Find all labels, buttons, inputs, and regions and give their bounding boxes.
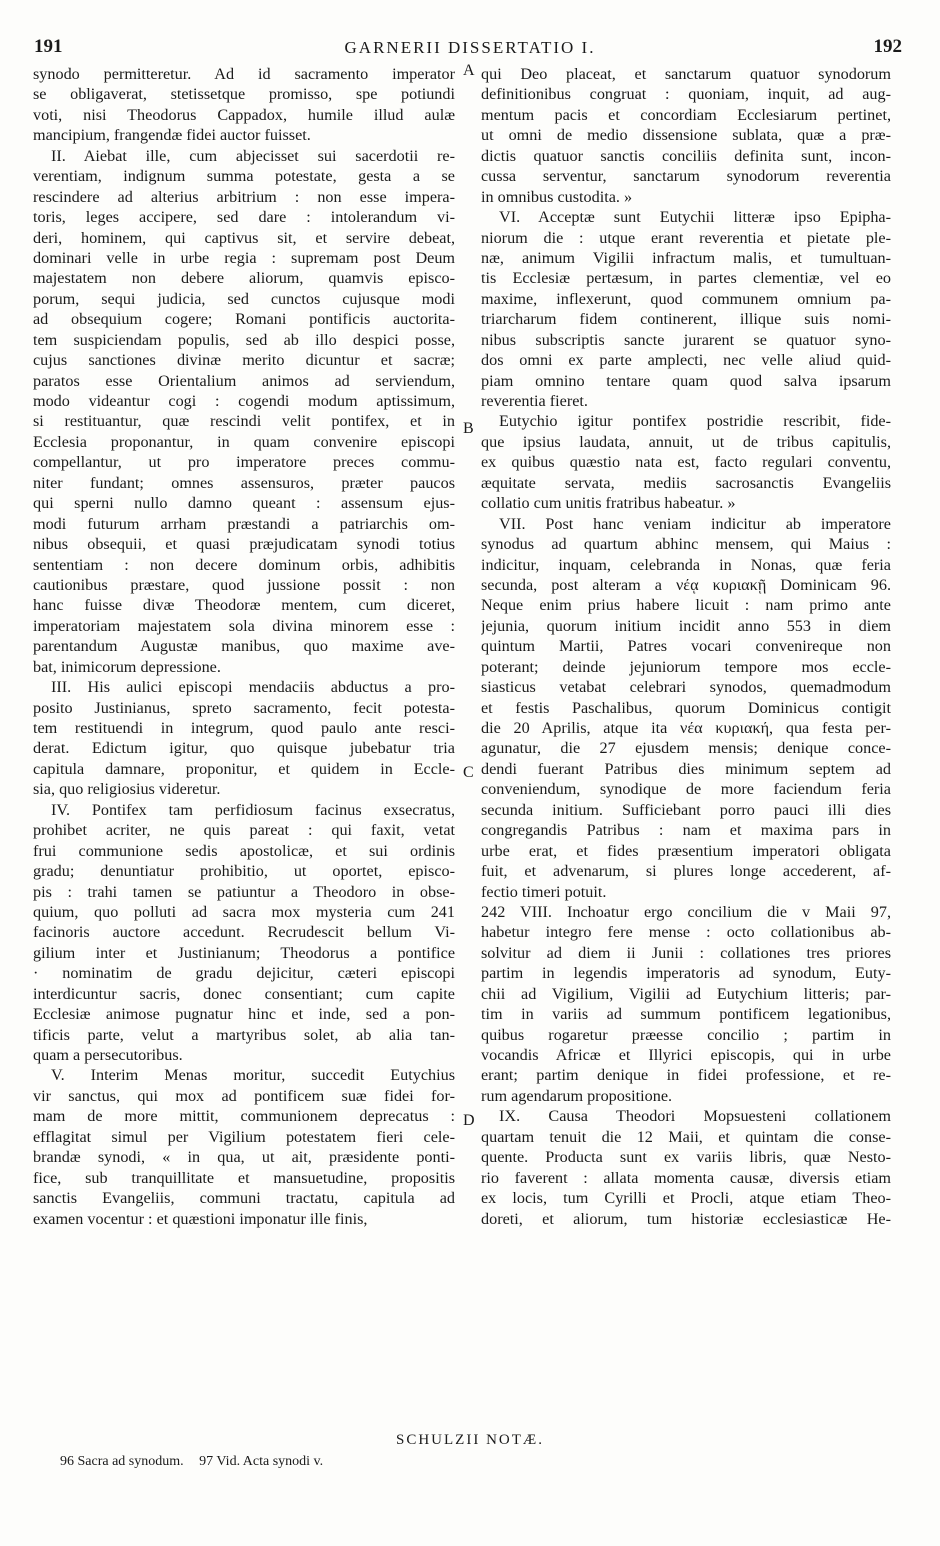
- text-line: piam omnino tentare quam quod salva ipsarum: [481, 371, 891, 390]
- text-line: ad obsequium cogere; Romani pontificis auctorita-: [33, 310, 455, 329]
- text-line: nibus obsequii, et quasi præjudicatam synodi totius: [33, 535, 455, 554]
- margin-marker-d: D: [463, 1112, 475, 1129]
- text-line: · nominatim de gradu dejicitur, cæteri episcopi: [33, 964, 455, 983]
- text-line: verentiam, indignum summa potestate, gesta a se: [33, 167, 455, 186]
- text-line: capitula damnare, proponitur, et quidem in Eccle-: [33, 759, 455, 778]
- text-line: et festis Paschalibus, quorum Dominicus contigit: [481, 698, 891, 717]
- text-line: nibus subscriptis sancte jurarent se quatuor syno-: [481, 330, 891, 349]
- margin-marker-b: B: [463, 420, 474, 437]
- text-line: paratos esse Orientalium animos ad serviendum,: [33, 371, 455, 390]
- text-line: jejunia, quorum initium incidit anno 553 in diem: [481, 616, 891, 635]
- text-line: dictis quatuor sanctis conciliis definita sunt, incon-: [481, 146, 891, 165]
- text-line: tificis parte, velut a martyribus solet, ab alia tan-: [33, 1025, 455, 1044]
- footnotes: [60, 1454, 335, 1470]
- text-line: quartam tenuit die 12 Maii, et quintam die conse-: [481, 1127, 891, 1146]
- text-line: tim in variis ad summum pontificem legationibus,: [481, 1005, 891, 1024]
- notes-title: SCHULZII NOTÆ.: [396, 1432, 544, 1448]
- text-line: mancipium, frangendæ fidei auctor fuisset.: [33, 126, 311, 145]
- text-line: frui communione sedis apostolicæ, et sui ordinis: [33, 841, 455, 860]
- text-line: IV. Pontifex tam perfidiosum facinus exsecratus,: [51, 800, 455, 819]
- text-line: triarcharum fidem continerent, illique suis nomi-: [481, 310, 891, 329]
- text-line: ex quibus quæstio nata est, facto regulari conventu,: [481, 453, 891, 472]
- text-line: mam de more mittit, communionem deprecatus :: [33, 1107, 455, 1126]
- text-line: ut omni de medio dissensione sublata, quæ a præ-: [481, 126, 891, 145]
- text-line: qui Deo placeat, et sanctarum quatuor synodorum: [481, 65, 891, 83]
- margin-marker-c: C: [463, 764, 474, 781]
- text-line: æquitate servata, mediis sacrosanctis Evangeliis: [481, 473, 891, 492]
- text-line: se obligaverat, stetissetque promisso, spe potiundi: [33, 85, 455, 104]
- text-line: bat, inimicorum depressione.: [33, 657, 221, 676]
- footnote: 97 Vid. Acta synodi v.: [199, 1454, 324, 1469]
- text-line: dominari velle in urbe regia : supremam post Deum: [33, 248, 455, 267]
- text-line: sanctis Evangeliis, communi tractatu, capitula ad: [33, 1189, 455, 1208]
- text-line: agunatur, die 27 ejusdem mensis; denique conce-: [481, 739, 891, 758]
- text-line: secunda, post alteram a νέᾳ κυριακῇ Dominicam 96.: [481, 575, 891, 594]
- footnote: 96 Sacra ad synodum.: [60, 1454, 184, 1469]
- text-line: definitionibus congruat : quoniam, inquit, ad aug-: [481, 85, 891, 104]
- text-line: conveniendum, synodique de more faciendum feria: [481, 780, 891, 799]
- text-line: quintum Martii, Patres vocari convenireque non: [481, 637, 891, 656]
- text-line: dos omni ex parte amplecti, nec velle aliud quid-: [481, 351, 891, 370]
- text-line: brandæ synodi, « in qua, ut ait, præsidente ponti-: [33, 1148, 455, 1167]
- text-line: cujus sanctiones divinæ merito dicuntur et sacræ;: [33, 351, 455, 370]
- text-line: examen vocentur : et quæstioni imponatur ille finis,: [33, 1209, 368, 1228]
- text-line: majestatem non debere aliorum, quamvis episco-: [33, 269, 455, 288]
- text-line: vir sanctus, qui mox ad pontificem suæ fidei for-: [33, 1086, 455, 1105]
- text-line: II. Aiebat ille, cum abjecisset sui sacerdotii re-: [51, 146, 455, 165]
- text-line: VI. Acceptæ sunt Eutychii litteræ ipso Epipha-: [499, 208, 891, 227]
- text-line: sia, quo religiosius videretur.: [33, 780, 221, 799]
- text-line: deri, hominem, qui captivus sit, et servire debeat,: [33, 228, 455, 247]
- text-line: urbe erat, et fides præsentium imperatori obligata: [481, 841, 891, 860]
- text-line: quente. Producta sunt ex variis libris, quæ Nesto-: [481, 1148, 891, 1167]
- text-line: cussa serventur, sanctarum synodorum reverentia: [481, 167, 891, 186]
- text-line: quium, quo polluti ad sacra mox mysteria cum 241: [33, 902, 455, 921]
- text-line: si restituantur, quæ rescindi velit pontifex, et in: [33, 412, 455, 431]
- text-line: imperatoriam majestatem sola divina minorem esse :: [33, 616, 455, 635]
- text-line: siasticus vetabat celebrari synodos, quemadmodum: [481, 678, 891, 697]
- text-line: reverentia fieret.: [481, 392, 588, 410]
- text-line: die 20 Aprilis, atque ita νέα κυριακή, qua festa per-: [481, 719, 891, 737]
- text-line: doreti, et aliorum, tum historiæ ecclesiasticæ He-: [481, 1209, 891, 1228]
- text-line: rescindere ad alterius arbitrium : non esse impera-: [33, 187, 455, 206]
- text-line: modo videantur cogi : cogendi modum aptissimum,: [33, 392, 455, 410]
- text-line: vocandis Africæ et Illyrici episcopis, qui in urbe: [481, 1046, 891, 1064]
- text-line: fectio timeri potuit.: [481, 882, 607, 901]
- text-line: pis : trahi tamen se patiuntur a Theodoro in obse-: [33, 882, 455, 901]
- text-line: erant; partim denique in fidei professione, et re-: [481, 1066, 891, 1085]
- text-line: indicitur, inquam, celebranda in Nonas, quæ feria: [481, 555, 891, 574]
- text-line: compellantur, ut pro imperatore preces commu-: [33, 453, 455, 472]
- text-line: mentum pacis et concordiam Ecclesiarum pertinet,: [481, 105, 891, 124]
- page-number-right: 192: [873, 36, 902, 57]
- text-line: congregandis Patribus : nam et maxima pars in: [481, 821, 891, 840]
- text-line: in omnibus custodita. »: [481, 187, 633, 206]
- text-line: tem restituendi in integrum, quod paulo ante resci-: [33, 719, 455, 737]
- text-line: chii ad Vigilium, Vigilii ad Eutychium litteris; par-: [481, 984, 891, 1003]
- text-line: 242 VIII. Inchoatur ergo concilium die v Maii 97,: [481, 902, 891, 921]
- text-line: fuit, et advenarum, si plures longe accederent, af-: [481, 862, 891, 881]
- running-title: GARNERII DISSERTATIO I.: [344, 38, 596, 57]
- text-line: rio faverent : allata momenta causæ, diversis etiam: [481, 1168, 891, 1187]
- text-line: niter fundant; omnes assensuros, præter paucos: [33, 473, 455, 492]
- text-line: niorum die : utque erant reverentia et pietate ple-: [481, 228, 891, 247]
- text-line: næ, animum Vigilii infractum malis, et tumultuan-: [481, 248, 891, 267]
- text-line: synodo permitteretur. Ad id sacramento imperator: [33, 65, 455, 83]
- text-line: posito Justinianus, spreto sacramento, fecit potesta-: [33, 698, 455, 717]
- text-line: collatio cum unitis fratribus habeatur. »: [481, 494, 736, 513]
- text-line: ex locis, tum Cyrilli et Procli, atque etiam Theo-: [481, 1189, 891, 1208]
- text-line: parentandum Augustæ manibus, quo maxime ave-: [33, 637, 455, 656]
- right-column: [481, 64, 891, 1229]
- text-line: maxime, inflexerunt, quod communem omnium pa-: [481, 289, 891, 308]
- text-line: VII. Post hanc veniam indicitur ab imperatore: [499, 514, 891, 533]
- text-line: quibus rogaretur præesse concilio ; partim in: [481, 1025, 891, 1044]
- text-line: fice, sub tranquillitate et mansuetudine, propositis: [33, 1168, 455, 1187]
- text-line: dendi fuerant Patribus dies minimum septem ad: [481, 759, 891, 778]
- text-line: Ecclesia proponantur, in quam convenire episcopi: [33, 432, 455, 451]
- text-line: prohibet acriter, ne quis pareat : qui faxit, vetat: [33, 821, 455, 840]
- text-line: hanc fuisse divæ Theodoræ mentem, cum diceret,: [33, 596, 455, 615]
- text-line: facinoris auctore accedunt. Recrudescit bellum Vi-: [33, 923, 455, 942]
- text-line: secunda initium. Sufficiebant porro pauci illi dies: [481, 800, 891, 819]
- text-line: interdicuntur sacris, donec consentiant; cum capite: [33, 984, 455, 1003]
- text-line: toris, leges accipere, sed dare : intolerandum vi-: [33, 208, 455, 227]
- text-line: III. His aulici episcopi mendaciis abductus a pro-: [51, 678, 455, 697]
- text-line: porum, sequi judicia, sed cunctos cujusque modi: [33, 289, 455, 308]
- page-number-left: 191: [34, 36, 63, 57]
- text-line: rum agendarum propositione.: [481, 1086, 673, 1105]
- text-line: Ecclesiæ animose pugnatur hinc et inde, sed a pon-: [33, 1005, 455, 1024]
- text-line: tem suspiciendam populis, sed ab illo despici posse,: [33, 330, 455, 349]
- text-line: efflagitat simul per Vigilium potestatem fieri cele-: [33, 1127, 455, 1146]
- text-line: derat. Edictum igitur, quo quisque jubebatur tria: [33, 739, 455, 758]
- text-line: Neque enim prius habere licuit : nam primo ante: [481, 596, 891, 615]
- left-column: [33, 64, 455, 1229]
- text-line: que ipsius laudata, annuit, ut de tribus capitulis,: [481, 432, 891, 451]
- text-line: IX. Causa Theodori Mopsuesteni collationem: [499, 1107, 891, 1126]
- text-line: gradu; denuntiatur prohibitio, ut oportet, episco-: [33, 862, 455, 881]
- text-line: qui sperni nullo damno queant : assensum ejus-: [33, 494, 455, 513]
- text-line: habetur integro fere mense : octo collationibus ab-: [481, 923, 891, 942]
- text-line: poterant; deinde jejuniorum tempore mos eccle-: [481, 657, 891, 676]
- text-line: gilium inter et Justinianum; Theodorus a pontifice: [33, 943, 455, 962]
- text-line: cautionibus præstare, quod jussione possit : non: [33, 575, 455, 594]
- text-line: V. Interim Menas moritur, succedit Eutychius: [51, 1066, 455, 1085]
- margin-marker-a: A: [463, 62, 475, 79]
- text-line: sententiam : non decere dominum orbis, adhibitis: [33, 555, 455, 574]
- text-line: voti, nisi Theodorus Cappadox, humile illud aulæ: [33, 105, 455, 124]
- text-line: solvitur ad diem ii Junii : collationes tres priores: [481, 943, 891, 962]
- text-line: Eutychio igitur pontifex postridie rescribit, fide-: [499, 412, 891, 431]
- text-line: partim in legendis imperatoris ad synodum, Euty-: [481, 964, 891, 983]
- text-line: synodus ad quartum abhinc mensem, qui Maius :: [481, 535, 891, 554]
- text-line: tis Ecclesiæ pertæsum, in partes clementiæ, vel eo: [481, 269, 891, 288]
- text-line: modi futurum arrham præstandi a patriarchis om-: [33, 514, 455, 533]
- text-line: quam a persecutoribus.: [33, 1046, 183, 1064]
